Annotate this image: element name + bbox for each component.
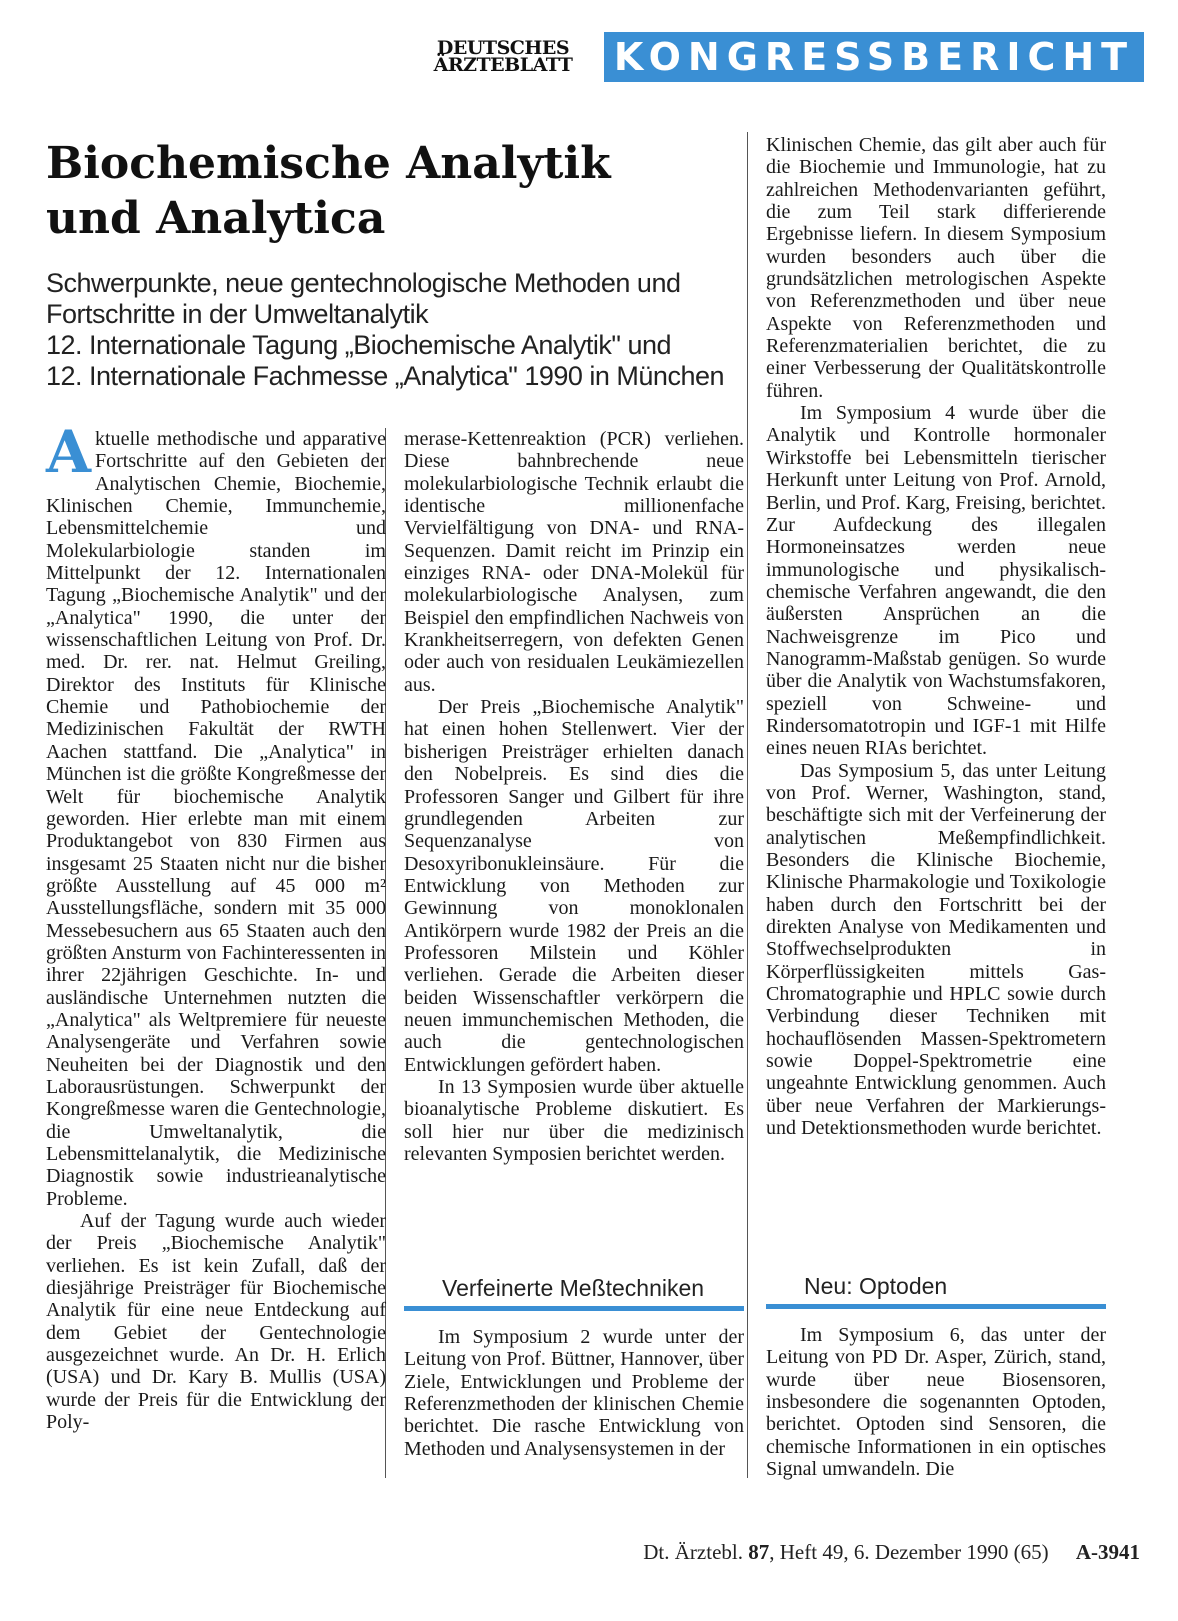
title-line: und Analytica [46,193,386,244]
section-heading-text: Verfeinerte Meßtechniken [442,1275,705,1301]
section-banner: KONGRESSBERICHT [604,32,1144,82]
page-reference: A-3941 [1075,1540,1140,1564]
page-footer [580,1540,1140,1565]
text-column-3-lower [766,1324,1106,1480]
paragraph: Im Symposium 6, das unter der Leitung von PD Dr. Asper, Zürich, stand, wurde über neue Biosensoren, insbesondere die sogenannten Optoden, berichtet. Optoden sind Sensoren, die chemische Informationen in ein optisches Signal umwandeln. Die [766,1324,1106,1481]
text-column-2-lower [404,1326,744,1460]
section-heading [766,1272,1106,1309]
paragraph: merase-Kettenreaktion (PCR) verliehen. Diese bahnbrechende neue molekularbiologische Technik erlaubt die identische millionenfache Vervielfältigung von DNA- und RNA-Sequenzen. Damit reicht im Prinzip ein einziges RNA- oder DNA-Molekül für molekularbiologische Analysen, zum Beispiel den empfindlichen Nachweis von Krankheitserregern, von defekten Genen oder auch von residualen Leukämiezellen aus. [404,428,744,696]
drop-cap: A [46,418,92,486]
journal-name-line2: ÄRZTEBLATT [433,54,573,76]
paragraph: In 13 Symposien wurde über aktuelle bioanalytische Probleme diskutiert. Es soll hier nur über die medizinisch relevanten Symposien berichtet werden. [404,1075,744,1165]
paragraph [46,418,386,1210]
column-divider [747,132,748,1478]
journal-logo [414,37,592,76]
article-title [46,136,746,246]
citation-rest: , Heft 49, 6. Dezember 1990 (65) [769,1540,1049,1564]
subtitle-line: 12. Internationale Fachmesse „Analytica" 1990 in München [46,361,724,391]
paragraph: Auf der Tagung wurde auch wieder der Preis „Biochemische Analytik" verliehen. Es ist kein Zufall, daß der diesjährige Preisträger für Biochemische Analytik für eine neue Entdeckung auf dem Gebiet der Gentechnologie ausgezeichnet wurde. An Dr. H. Erlich (USA) und Dr. Kary B. Mullis (USA) wurde der Preis für die Entwicklung der Poly- [46,1210,386,1434]
citation-prefix: Dt. Ärztebl. [643,1540,743,1564]
article-subtitle [46,268,766,392]
subtitle-line: Fortschritte in der Umweltanalytik [46,299,429,329]
text-column-2 [404,428,744,1165]
section-heading [404,1274,744,1311]
section-heading-text: Neu: Optoden [804,1273,948,1299]
paragraph: Im Symposium 4 wurde über die Analytik und Kontrolle hormonaler Wirkstoffe bei Lebensmitteln tierischer Herkunft unter Leitung von Prof. Arnold, Berlin, und Prof. Karg, Freising, berichtet. Zur Aufdeckung des illegalen Hormoneinsatzes werden neue immunologische und physikalisch-chemische Verfahren angewandt, die den äußersten Ansprüchen an die Nachweisgrenze im Pico und Nanogramm-Maßstab genügen. So wurde über die Analytik von Wachstumsfakoren, speziell von Schweine- und Rindersomatotropin und IGF-1 mit Hilfe eines neuen RIAs berichtet. [766,402,1106,760]
title-line: Biochemische Analytik [46,138,611,189]
subtitle-line: Schwerpunkte, neue gentechnologische Methoden und [46,268,681,298]
journal-name-line1: DEUTSCHES [436,37,570,59]
text-column-1 [46,418,386,1434]
subtitle-line: 12. Internationale Tagung „Biochemische Analytik" und [46,330,672,360]
masthead [0,32,1178,82]
paragraph: Das Symposium 5, das unter Leitung von Prof. Werner, Washington, stand, beschäftigte sich mit der Verfeinerung der analytischen Meßempfindlichkeit. Besonders die Klinische Biochemie, Klinische Pharmakologie und Toxikologie haben durch den Fortschritt bei der direkten Analyse von Medikamenten und Stoffwechselprodukten in Körperflüssigkeiten mittels Gas-Chromatographie und HPLC sowie durch Verbindung dieser Techniken mit hochauflösenden Massen-Spektrometern sowie Doppel-Spektrometrie eine ungeahnte Entwicklung genommen. Auch über neue Verfahren der Markierungs- und Detektionsmethoden wurde berichtet. [766,759,1106,1140]
volume-number: 87 [748,1540,770,1564]
paragraph: Klinischen Chemie, das gilt aber auch für die Biochemie und Immunologie, hat zu zahlreichen Methodenvarianten geführt, die zum Teil stark differierende Ergebnisse liefern. In diesem Symposium wurden besonders auch über die grundsätzlichen metrologischen Aspekte von Referenzmethoden und über neue Aspekte von Referenzmethoden und Referenzmaterialien berichtet, die zu einer Verbesserung der Qualitätskontrolle führen. [766,134,1106,402]
paragraph: Der Preis „Biochemische Analytik" hat einen hohen Stellenwert. Vier der bisherigen Preisträger erhielten danach den Nobelpreis. Es sind dies die Professoren Sanger und Gilbert für ihre grundlegenden Arbeiten zur Sequenzanalyse von Desoxyribonukleinsäure. Für die Entwicklung von Methoden zur Gewinnung von monoklonalen Antikörpern wurde 1982 der Preis an die Professoren Milstein und Köhler verliehen. Gerade die Arbeiten dieser beiden Wissenschaftler verkörpern die neuen immunchemischen Methoden, die auch die gentechnologischen Entwicklungen gefördert haben. [404,696,744,1076]
text-column-3 [766,134,1106,1139]
paragraph-text: ktuelle methodische und apparative Fortschritte auf den Gebieten der Analytischen Chemie, Biochemie, Klinischen Chemie, Immunchemie, Lebensmittelchemie und Molekularbiologie standen im Mittelpunkt der 12. Internationalen Tagung „Biochemische Analytik" und der „Analytica" 1990, die unter der wissenschaftlichen Leitung von Prof. Dr. med. Dr. rer. nat. Helmut Greiling, Direktor des Instituts für Klinische Chemie und Pathobiochemie der Medizinischen Fakultät der RWTH Aachen stattfand. Die „Analytica" in München ist die größte Kongreßmesse der Welt für biochemische Analytik geworden. Hier erlebte man mit einem Produktangebot von 830 Firmen aus insgesamt 25 Staaten nicht nur die bisher größte Ausstellung auf 45 000 m² Ausstellungsfläche, sondern mit 35 000 Messebesuchern aus 65 Staaten auch den größten Ansturm von Fachinteressenten in ihrer 22jährigen Geschichte. In- und ausländische Unternehmen nutzten die „Analytica" als Weltpremiere für neueste Analysengeräte und Verfahren sowie Neuheiten bei der Diagnostik und den Laborausrüstungen. Schwerpunkt der Kongreßmesse waren die Gentechnologie, die Umweltanalytik, die Lebensmittelanalytik, die Medizinische Diagnostik sowie industrieanalytische Probleme. [46,428,386,1210]
paragraph: Im Symposium 2 wurde unter der Leitung von Prof. Büttner, Hannover, über Ziele, Entwicklungen und Probleme der Referenzmethoden der klinischen Chemie berichtet. Die rasche Entwicklung von Methoden und Analysensystemen in der [404,1326,744,1460]
